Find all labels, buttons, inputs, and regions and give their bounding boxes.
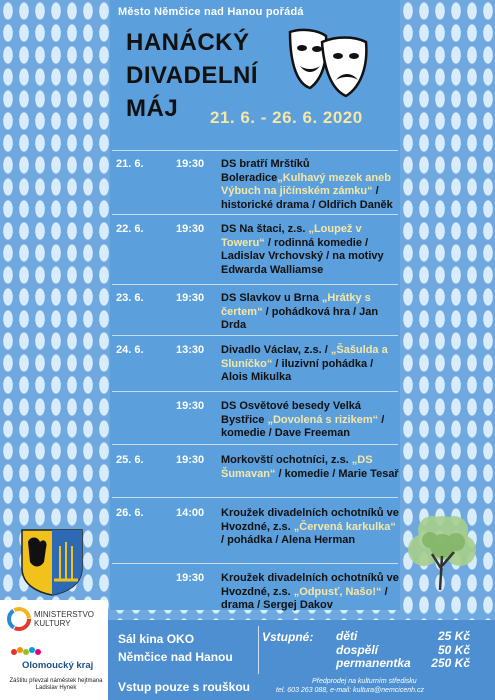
event-company: DS Osvětové besedy Velká Bystřice [221,400,362,426]
event-details: / drama / Sergej Dakov [221,585,388,611]
mask-requirement: Vstup pouze s rouškou [118,680,251,694]
row-divider [112,497,398,498]
ministry-logo-text [34,610,94,628]
event-description [221,158,399,212]
event-day: 26. 6. [116,507,144,519]
event-day: 23. 6. [116,292,144,304]
event-details: / komedie / Marie Tesař [275,467,399,480]
event-company: DS bratří Mrštíků Boleradice [221,158,310,184]
row-divider [112,214,398,215]
event-time: 13:30 [176,344,205,356]
price-row [336,657,470,671]
event-play-title: „DS Šumavan“ [221,454,373,480]
price-category: děti [336,629,358,643]
event-details: / rodinná komedie / Ladislav Vrchovský / na motivy Edwarda Walliamse [221,236,384,276]
row-divider [112,563,398,564]
event-play-title: „Hrátky s čertem“ [221,292,371,318]
event-day: 22. 6. [116,223,144,235]
town-crest-icon [20,528,84,596]
event-time: 14:00 [176,507,205,519]
event-time: 19:30 [176,292,205,304]
theatre-masks-icon [282,26,372,104]
event-details: / historické drama / Oldřich Daněk [221,185,393,211]
event-time: 19:30 [176,400,205,412]
price-row [336,644,470,658]
event-day: 24. 6. [116,344,144,356]
event-details: / pohádková hra / Jan Drda [221,305,379,331]
event-details: / pohádka / Alena Herman [221,534,356,546]
event-play-title: „Šašulda a Sluníčko“ [221,344,388,370]
row-divider [112,284,398,285]
event-company: DS Na štaci, z.s. [221,223,309,235]
event-play-title: „Kulhavý mezek aneb Výbuch na jičínském zámku“ [221,171,391,197]
row-divider [112,391,398,392]
event-time: 19:30 [176,454,205,466]
event-time: 19:30 [176,572,205,584]
venue-name: Sál kina OKO [118,632,195,646]
price-category: dospělí [336,642,379,657]
event-play-title: „Odpusť, Našo!“ [293,585,382,598]
event-description [221,454,399,481]
event-time: 19:30 [176,158,205,170]
event-description [221,292,399,333]
event-description [221,572,399,613]
ministry-line-2: KULTURY [34,619,71,628]
row-divider [112,150,398,151]
event-details: / iluzivní pohádka / Alois Mikulka [221,357,374,383]
event-details: / komedie / Dave Freeman [221,413,385,439]
olomouc-region-name: Olomoucký kraj [22,660,94,671]
footer-divider [258,626,259,674]
presale-note: Předprodej na kulturním středisku [312,678,417,685]
ministry-line-1: MINISTERSTVO [34,610,95,619]
tree-illustration-icon [402,510,482,608]
venue [118,630,233,666]
event-day: 21. 6. [116,158,144,170]
admission-label: Vstupné: [262,630,314,644]
event-time: 19:30 [176,223,205,235]
row-divider [112,335,398,336]
event-play-title: „Loupež v Toweru“ [221,223,362,249]
contact-info: tel. 603 263 088, e-mail: kultura@nemcicenh.cz [276,687,424,694]
organizer-line: Město Němčice nad Hanou pořádá [118,6,304,18]
event-company: DS Slavkov u Brna [221,292,322,304]
price-value: 250 Kč [431,656,470,670]
event-play-title: „Červená karkulka“ [293,520,396,533]
title-line-2: DIVADELNÍ [126,62,259,89]
event-company: Kroužek divadelních ochotníků ve Hvozdné, z.s. [221,572,399,598]
patronage-note: Záštitu převzal náměstek hejtmana Ladislav Hynek [9,678,103,691]
price-value: 25 Kč [437,629,470,643]
row-divider [112,444,398,445]
event-company: Divadlo Václav, z.s. / [221,344,331,356]
price-value: 50 Kč [437,642,470,657]
event-company: Morkovští ochotníci, z.s. [221,454,352,466]
event-play-title: „Dovolená s rizikem“ [267,413,379,426]
price-list [336,630,470,671]
event-company: Kroužek divadelních ochotníků ve Hvozdné, z.s. [221,507,399,533]
event-description [221,344,399,385]
event-description [221,507,399,548]
event-description [221,400,399,441]
event-day: 25. 6. [116,454,144,466]
festival-dates: 21. 6. - 26. 6. 2020 [210,108,363,127]
venue-town: Němčice nad Hanou [118,650,233,664]
title-line-3: MÁJ [126,95,179,122]
price-row [336,630,470,644]
event-description [221,223,399,277]
title-line-1: HANÁCKÝ [126,29,250,56]
price-category: permanentka [336,656,411,670]
